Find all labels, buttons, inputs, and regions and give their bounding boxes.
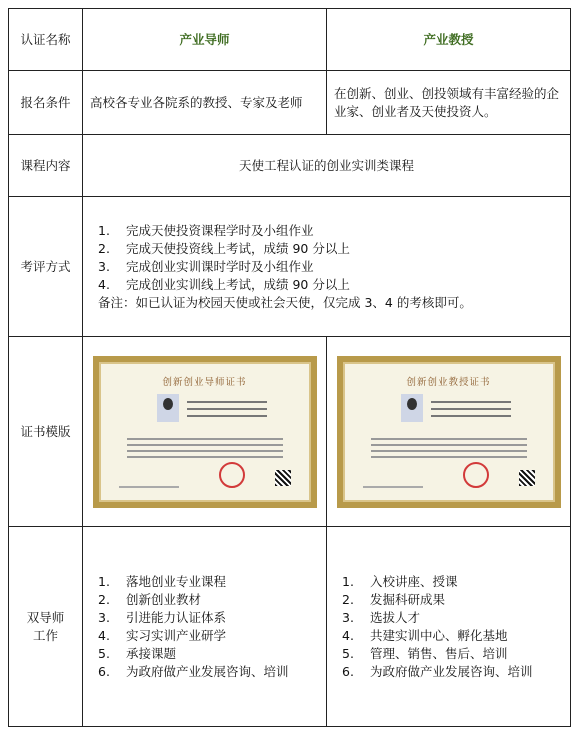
qr-code-icon: [519, 470, 535, 486]
header-row: [9, 9, 571, 71]
qr-code-icon: [275, 470, 291, 486]
work-label-line2: 工作: [32, 627, 58, 643]
work-mentor: [83, 527, 327, 727]
certificate-row: [9, 337, 571, 527]
requirements-row: [9, 71, 571, 135]
list-item: 4. 实习实训产业研学: [98, 627, 227, 643]
certification-table: [8, 8, 571, 727]
assessment-row: [9, 197, 571, 337]
certificate-body-text: [371, 434, 527, 462]
list-item: 5. 管理、销售、售后、培训: [342, 645, 508, 661]
work-row: [9, 527, 571, 727]
assessment-label: 考评方式: [9, 197, 83, 337]
list-item: 5. 承接课题: [98, 645, 177, 661]
seal-stamp: [463, 462, 489, 488]
certificate-label: 证书模版: [9, 337, 83, 527]
seal-stamp: [219, 462, 245, 488]
certificate-title: 创新创业教授证书: [406, 376, 491, 388]
portrait-photo: [157, 394, 179, 422]
list-item: 4. 共建实训中心、孵化基地: [342, 627, 508, 643]
col-heading-professor: 产业教授: [327, 9, 571, 71]
course-content: 天使工程认证的创业实训类课程: [83, 135, 571, 197]
work-professor: [327, 527, 571, 727]
portrait-photo: [401, 394, 423, 422]
list-item: 6. 为政府做产业发展咨询、培训: [342, 663, 533, 679]
work-label-line1: 双导师: [26, 609, 65, 625]
list-item: 1. 入校讲座、授课: [342, 573, 458, 589]
header-label: 认证名称: [9, 9, 83, 71]
requirements-label: 报名条件: [9, 71, 83, 135]
list-item: 6. 为政府做产业发展咨询、培训: [98, 663, 289, 679]
certificate-mentor-cell: [83, 337, 327, 527]
list-item: 1. 落地创业专业课程: [98, 573, 227, 589]
list-item: 4. 完成创业实训线上考试，成绩 90 分以上: [98, 276, 350, 292]
requirements-professor: 在创新、创业、创投领域有丰富经验的企业家、创业者及天使投资人。: [327, 71, 571, 135]
certificate-body-text: [127, 434, 283, 462]
certificate-image-professor: [337, 356, 561, 508]
col-heading-mentor: 产业导师: [83, 9, 327, 71]
list-item: 1. 完成天使投资课程学时及小组作业: [98, 222, 314, 238]
certificate-professor-cell: [327, 337, 571, 527]
certificate-footer-line: [119, 486, 179, 488]
certificate-title: 创新创业导师证书: [162, 376, 247, 388]
list-item: 2. 完成天使投资线上考试，成绩 90 分以上: [98, 240, 350, 256]
list-item: 2. 发掘科研成果: [342, 591, 446, 607]
certificate-image-mentor: [93, 356, 317, 508]
certificate-info-lines: [187, 396, 267, 422]
assessment-content: [83, 197, 571, 337]
work-mentor-list: [90, 573, 319, 681]
work-professor-list: [334, 573, 563, 681]
course-row: [9, 135, 571, 197]
course-label: 课程内容: [9, 135, 83, 197]
list-item: 2. 创新创业教材: [98, 591, 202, 607]
work-label: [9, 527, 83, 727]
certificate-footer-line: [363, 486, 423, 488]
assessment-note: 备注：如已认证为校园天使或社会天使，仅完成 3、4 的考核即可。: [98, 294, 472, 310]
list-item: 3. 完成创业实训课时学时及小组作业: [98, 258, 314, 274]
assessment-list: [90, 222, 563, 294]
list-item: 3. 选拔人才: [342, 609, 421, 625]
list-item: 3. 引进能力认证体系: [98, 609, 227, 625]
requirements-mentor: 高校各专业各院系的教授、专家及老师: [83, 71, 327, 135]
certificate-info-lines: [431, 396, 511, 422]
